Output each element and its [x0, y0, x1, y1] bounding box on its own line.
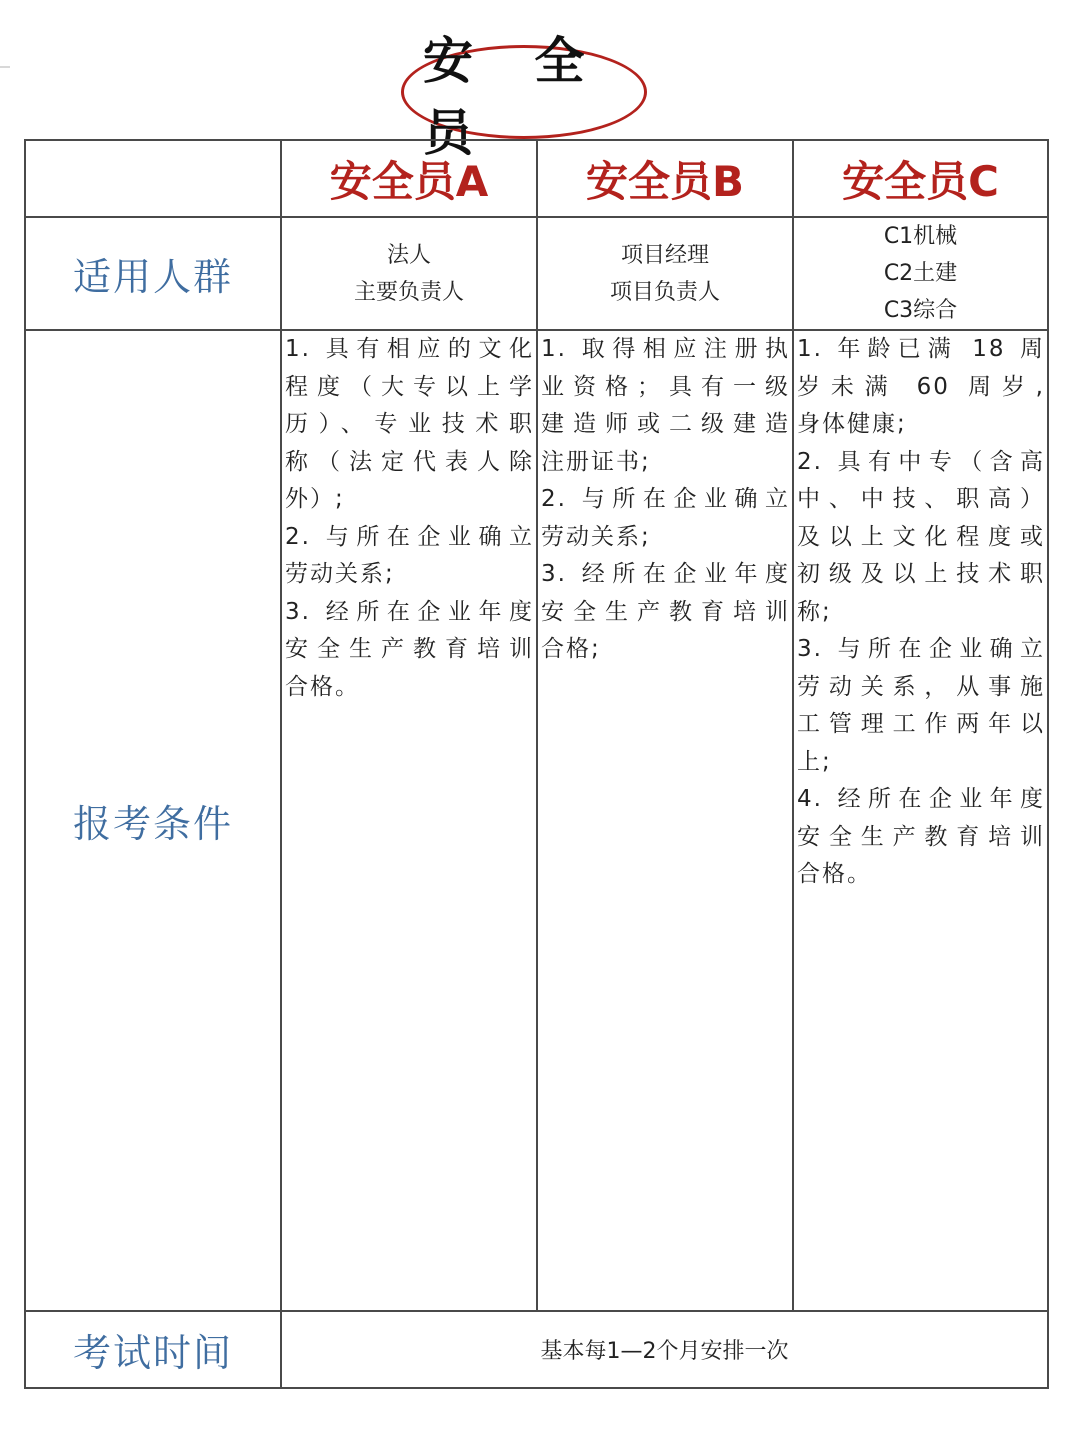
people-cell-b	[537, 217, 793, 330]
requirement-b-line: 1. 取得相应注册执	[541, 336, 790, 362]
column-header-b: 安全员B	[537, 140, 793, 217]
people-c-line: C2土建	[883, 261, 958, 286]
people-c-line: C3综合	[883, 298, 958, 323]
people-b-line: 项目负责人	[609, 279, 720, 305]
people-a-line: 主要负责人	[353, 279, 464, 305]
requirement-b-line: 2. 与所在企业确立	[541, 486, 790, 512]
requirement-b-line: 合格;	[541, 636, 601, 662]
requirement-c-line: 合格。	[797, 861, 872, 887]
requirement-b-line: 劳动关系;	[541, 523, 651, 550]
table-row-exam-time	[25, 1311, 1048, 1388]
requirement-b-line: 建造师或二级建造	[541, 411, 790, 437]
requirement-c-line: 3. 与所在企业确立	[797, 636, 1045, 662]
requirement-a-line: 安全生产教育培训	[285, 636, 534, 662]
header-empty-cell	[25, 140, 281, 217]
requirement-b-line: 业资格；具有一级	[541, 373, 790, 400]
table-header-row	[25, 140, 1048, 217]
page-title-text: 安 全 员	[423, 32, 607, 162]
requirement-a-line: 合格。	[285, 673, 360, 700]
safety-officer-table	[24, 139, 1049, 1389]
table-row-applicable-people	[25, 217, 1048, 330]
requirement-c-line: 中、中技、职高）	[797, 486, 1045, 512]
requirement-a-line: 2. 与所在企业确立	[285, 523, 534, 550]
requirement-c-line: 身体健康;	[797, 411, 907, 437]
requirement-c-line: 及以上文化程度或	[797, 523, 1045, 550]
requirement-a-line: 程度（大专以上学	[285, 373, 534, 400]
requirement-c-line: 岁未满 60 周岁,	[797, 373, 1045, 400]
people-a-line: 法人	[386, 242, 431, 268]
people-cell-a	[281, 217, 537, 330]
row-label-exam-time: 考试时间	[25, 1311, 281, 1388]
requirement-c-line: 安全生产教育培训	[797, 823, 1045, 850]
people-c-line: C1机械	[883, 224, 958, 249]
requirement-c-line: 称;	[797, 598, 832, 625]
requirement-b-line: 3. 经所在企业年度	[541, 561, 790, 587]
exam-time-value: 基本每1—2个月安排一次	[281, 1311, 1048, 1388]
requirements-cell-b	[537, 330, 793, 1311]
row-label-requirements: 报考条件	[25, 330, 281, 1311]
requirement-b-line: 注册证书;	[541, 448, 651, 475]
requirement-c-line: 初级及以上技术职	[797, 561, 1045, 587]
people-cell-c	[793, 217, 1048, 330]
requirement-c-line: 上;	[797, 748, 832, 775]
requirement-a-line: 称（法定代表人除	[285, 448, 534, 475]
requirement-c-line: 4. 经所在企业年度	[797, 786, 1045, 812]
table-row-requirements	[25, 330, 1048, 1311]
column-header-a: 安全员A	[281, 140, 537, 217]
requirement-c-line: 2. 具有中专（含高	[797, 448, 1045, 475]
page-title	[401, 32, 649, 162]
requirement-c-line: 工管理工作两年以	[797, 711, 1045, 737]
requirements-cell-c	[793, 330, 1048, 1311]
row-label-applicable-people: 适用人群	[25, 217, 281, 330]
people-b-line: 项目经理	[620, 242, 709, 268]
requirement-a-line: 外）;	[285, 486, 345, 512]
requirement-a-line: 3. 经所在企业年度	[285, 598, 534, 625]
requirement-b-line: 安全生产教育培训	[541, 598, 790, 625]
column-header-c: 安全员C	[793, 140, 1048, 217]
requirement-a-line: 劳动关系;	[285, 561, 395, 587]
requirement-a-line: 历）、专业技术职	[285, 411, 534, 437]
requirement-a-line: 1. 具有相应的文化	[285, 336, 534, 362]
requirements-cell-a	[281, 330, 537, 1311]
requirement-c-line: 劳动关系，从事施	[797, 673, 1045, 700]
corner-mark	[0, 66, 10, 68]
requirement-c-line: 1. 年龄已满 18 周	[797, 336, 1045, 362]
